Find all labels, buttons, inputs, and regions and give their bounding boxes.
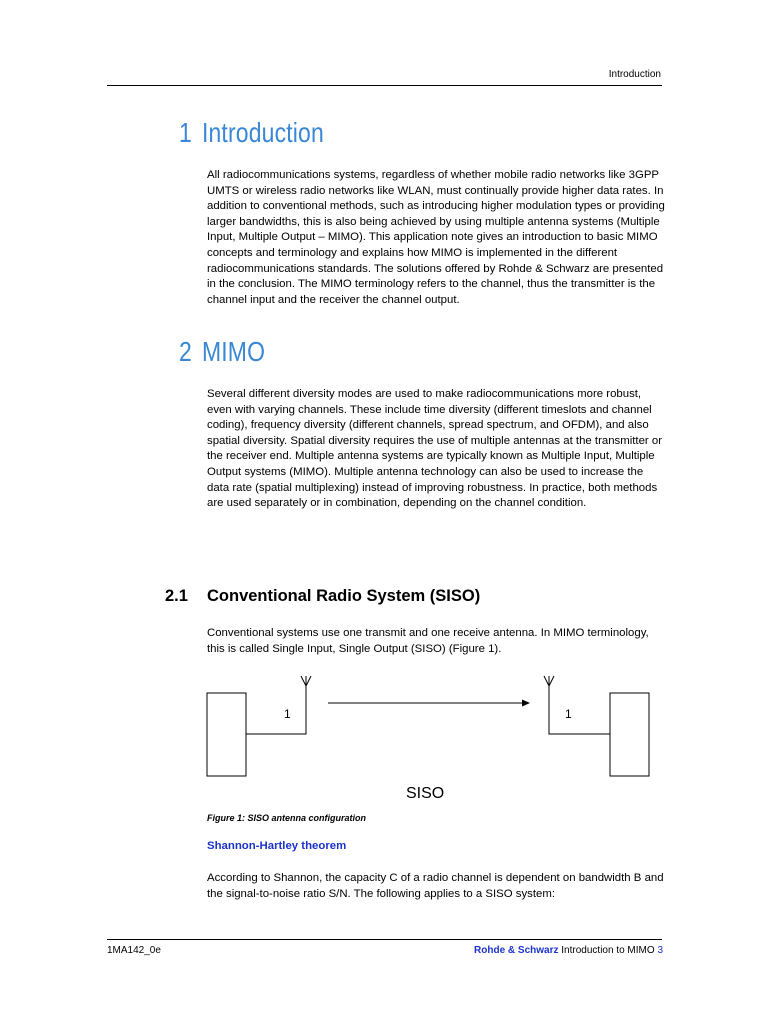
tx-antenna-icon (301, 676, 311, 686)
channel-arrow-head (522, 700, 530, 707)
chapter-2-title: MIMO (201, 336, 266, 367)
figure-1-caption: Figure 1: SISO antenna configuration (207, 813, 367, 823)
receiver-box (610, 693, 649, 776)
tx-feed-line (246, 686, 306, 734)
intro-paragraph: All radiocommunications systems, regardless of whether mobile radio networks like 3GPP UMTS or wireless radio networks like WLAN, must continually provide higher data rates. In addition to conventional methods, such as introducing higher modulation types or providing larger bandwidths, this is also being achieved by using multiple antenna systems (Multiple Input, Multiple Output – MIMO). This application note gives an introduction to basic MIMO concepts and terminology and explains how MIMO is implemented in the different radiocommunications standards. The solutions offered by Rohde & Schwarz are presented in the conclusion. The MIMO terminology refers to the channel, thus the transmitter is the channel input and the receiver the channel output. (207, 169, 665, 306)
rx-feed-line (549, 686, 610, 734)
shannon-paragraph: According to Shannon, the capacity C of a radio channel is dependent on bandwidth B and the signal-to-noise ratio S/N. The following applies to a SISO system: (207, 872, 664, 900)
mimo-paragraph: Several different diversity modes are used to make radiocommunications more robust, even with varying channels. These include time diversity (different timeslots and channel coding), frequency diversity (different channels, spread spectrum, and OFDM), and also spatial diversity. Spatial diversity requires the use of multiple antennas at the transmitter or the receiver end. Multiple antenna systems are typically known as Multiple Input, Multiple Output systems (MIMO). Multiple antenna technology can also be used to increase the data rate (spatial multiplexing) instead of improving robustness. In practice, both methods are used separately or in combination, depending on the channel condition. (207, 388, 662, 510)
footer-title (474, 945, 663, 956)
rx-antenna-icon (544, 676, 554, 686)
rx-antenna-label: 1 (565, 707, 572, 721)
chapter-1-title: Introduction (201, 117, 324, 148)
tx-antenna-label: 1 (284, 707, 291, 721)
transmitter-box (207, 693, 246, 776)
document-title: Introduction to MIMO (561, 945, 655, 956)
document-id: 1MA142_0e (107, 945, 161, 956)
running-header: Introduction (608, 69, 661, 80)
footer-divider (107, 939, 662, 940)
section-2-1-number: 2.1 (165, 587, 188, 605)
chapter-2-number: 2 (179, 336, 192, 367)
siso-label: SISO (406, 785, 445, 802)
section-2-1-title: Conventional Radio System (SISO) (207, 587, 481, 605)
siso-paragraph: Conventional systems use one transmit and one receive antenna. In MIMO terminology, this is called Single Input, Single Output (SISO) (Figure 1). (207, 627, 649, 655)
shannon-heading: Shannon-Hartley theorem (207, 840, 347, 852)
brand-name: Rohde & Schwarz (474, 945, 559, 956)
page-number: 3 (657, 945, 663, 956)
chapter-1-number: 1 (179, 117, 192, 148)
